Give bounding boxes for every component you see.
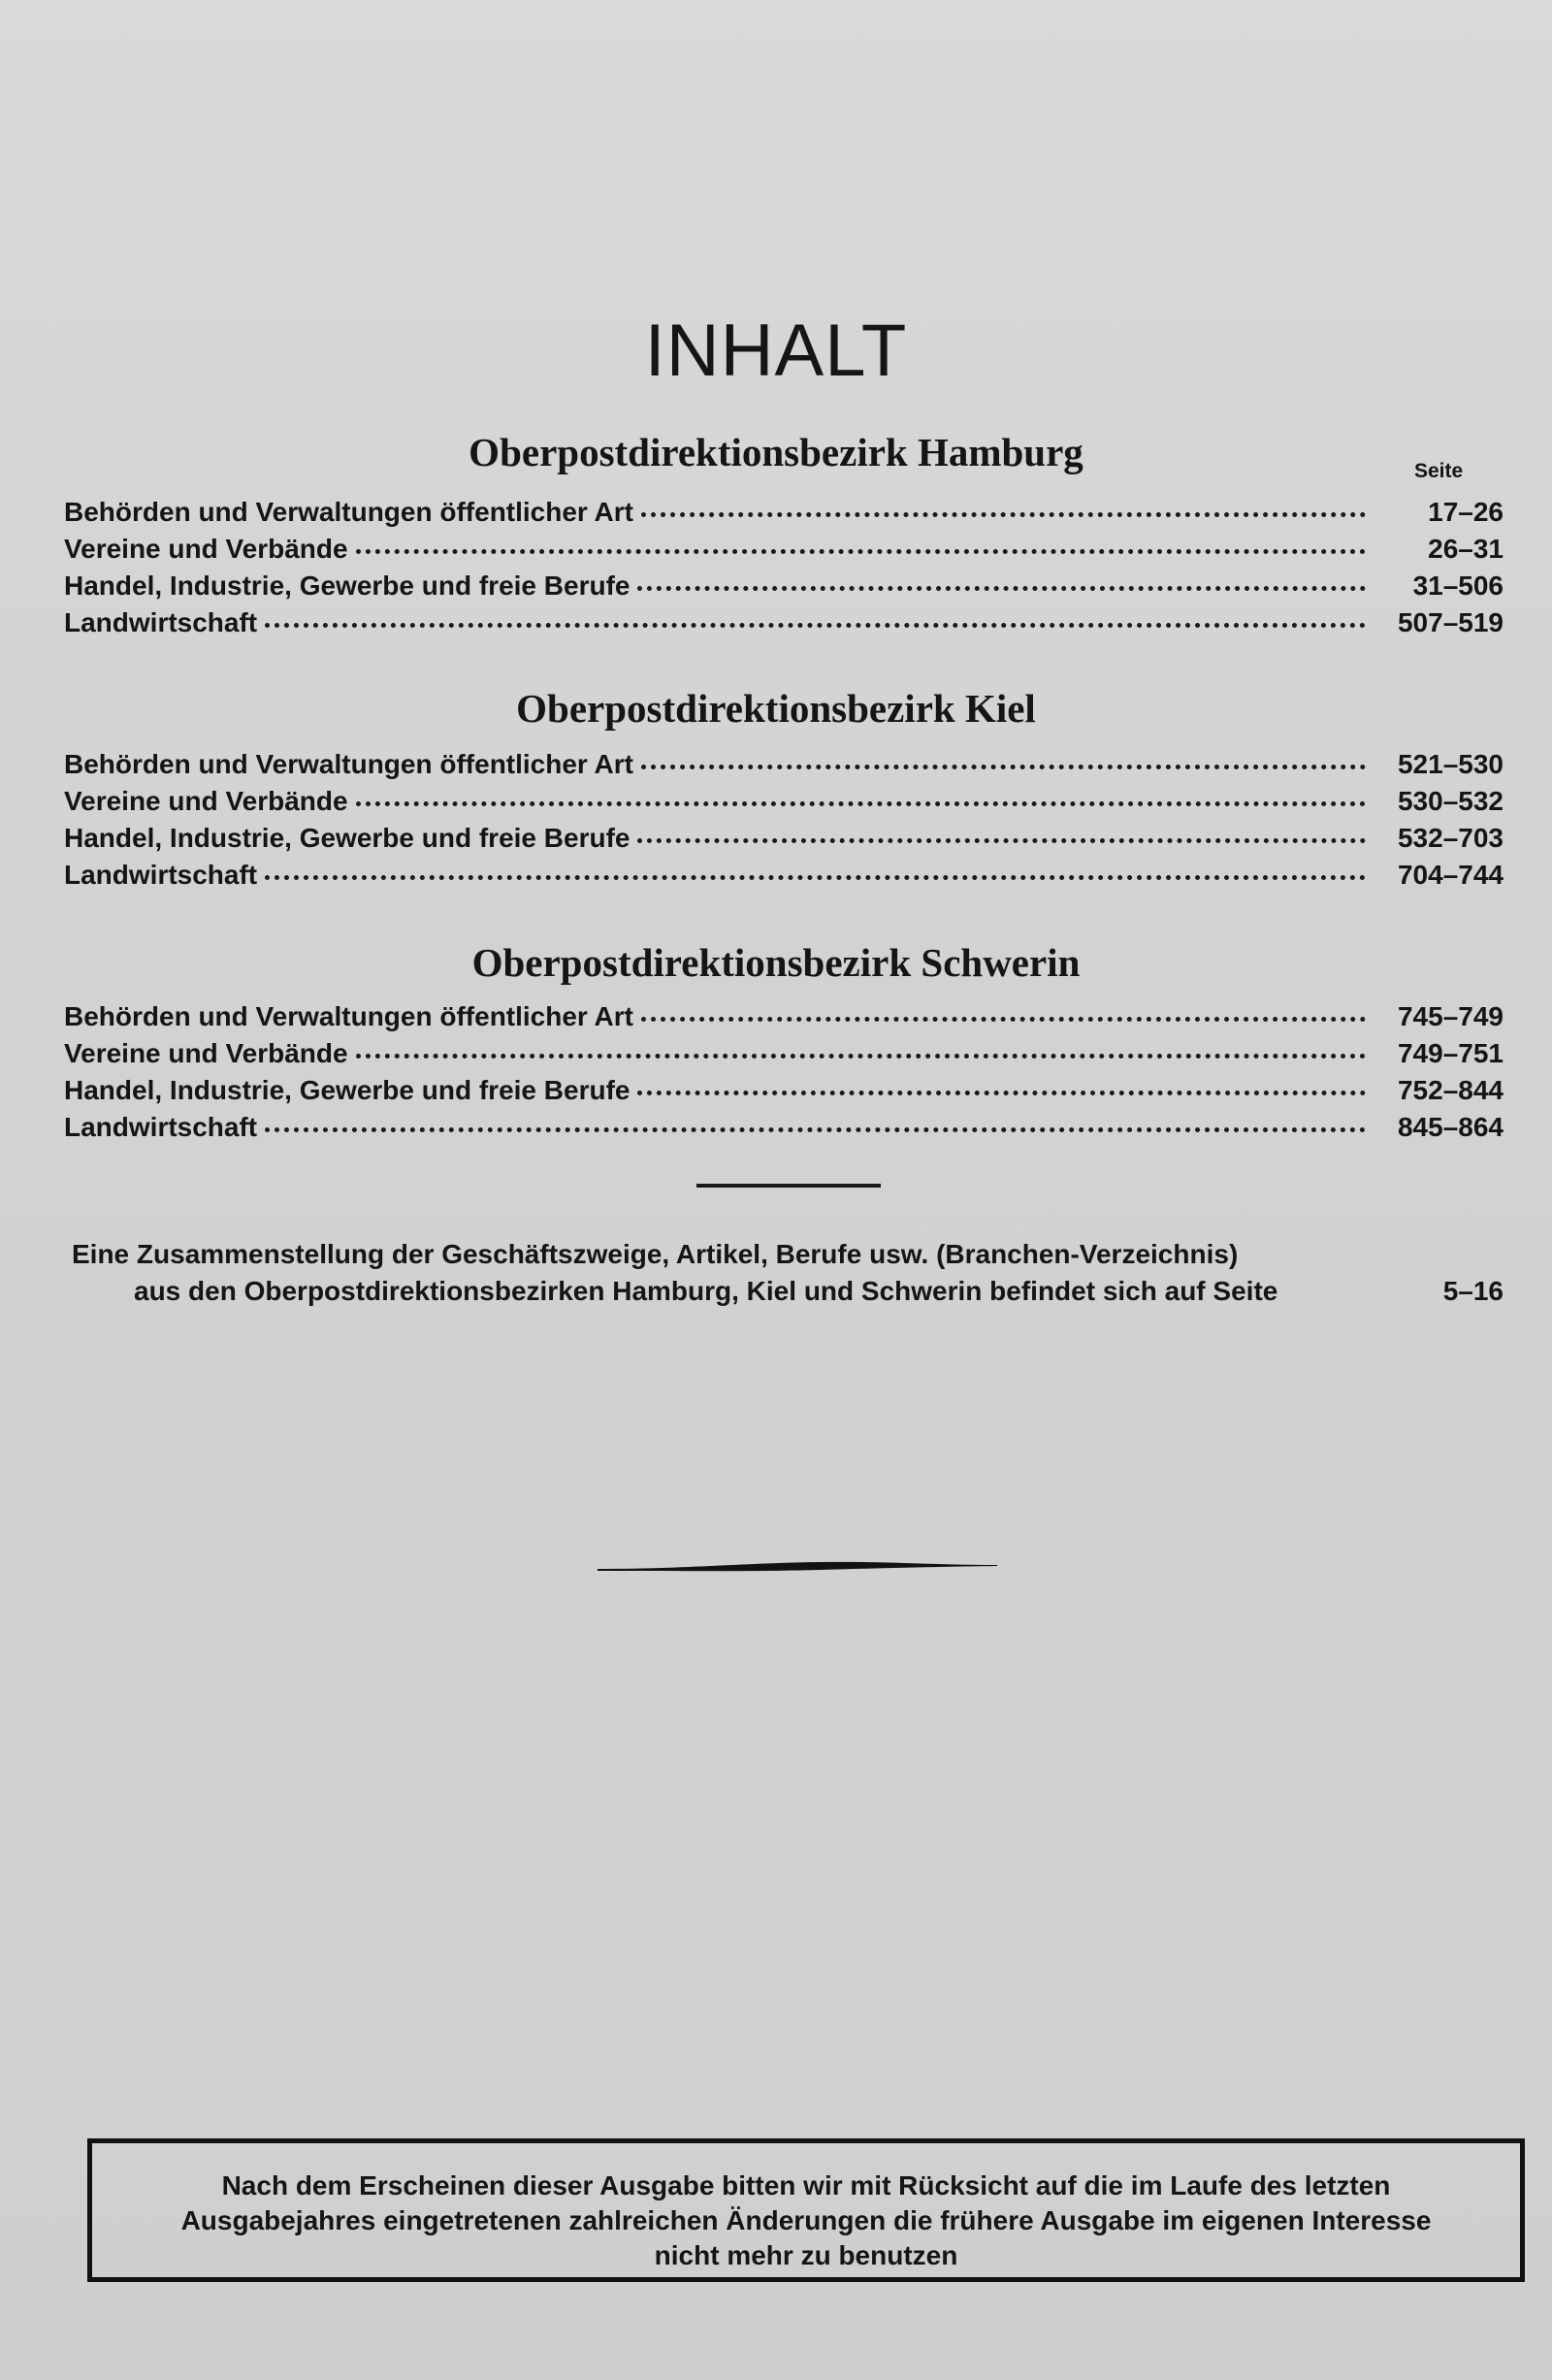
toc-entry-pages: 507–519 xyxy=(1397,607,1504,637)
toc-entry-pages: 704–744 xyxy=(1397,860,1504,890)
toc-entry-label: Vereine und Verbände xyxy=(64,1038,348,1068)
section-heading-schwerin: Oberpostdirektionsbezirk Schwerin xyxy=(471,940,1081,985)
dot-leader xyxy=(641,512,1366,517)
dot-leader xyxy=(356,1054,1366,1059)
toc-entry-label: Behörden und Verwaltungen öffentlicher Art xyxy=(64,749,634,779)
dot-leader xyxy=(637,586,1366,591)
dot-leader xyxy=(265,875,1366,880)
toc-entry-pages: 521–530 xyxy=(1397,749,1504,779)
notice-line-3: nicht mehr zu benutzen xyxy=(654,2240,958,2270)
dot-leader xyxy=(637,1091,1366,1095)
toc-entry-pages: 749–751 xyxy=(1397,1038,1504,1068)
toc-entry-pages: 17–26 xyxy=(1428,497,1504,527)
toc-list-kiel xyxy=(64,749,1504,897)
dot-leader xyxy=(641,765,1366,769)
toc-entry xyxy=(64,1075,1504,1112)
toc-entry xyxy=(64,571,1504,607)
toc-entry xyxy=(64,1001,1504,1038)
dot-leader xyxy=(356,549,1366,554)
dot-leader xyxy=(356,801,1366,806)
branchen-line-2-row xyxy=(72,1276,1504,1313)
toc-entry xyxy=(64,786,1504,823)
toc-entry-pages: 31–506 xyxy=(1412,571,1504,601)
toc-list-hamburg xyxy=(64,497,1504,644)
toc-list-schwerin xyxy=(64,1001,1504,1149)
notice-box xyxy=(87,2138,1525,2282)
dot-leader xyxy=(637,838,1366,843)
branchen-line-1: Eine Zusammenstellung der Geschäftszweige, Artikel, Berufe usw. (Branchen-Verzeichnis) xyxy=(72,1239,1239,1269)
section-heading-kiel: Oberpostdirektionsbezirk Kiel xyxy=(516,686,1036,731)
branchen-reference xyxy=(72,1239,1504,1313)
toc-entry xyxy=(64,749,1504,786)
toc-entry-pages: 26–31 xyxy=(1428,534,1504,564)
toc-entry-label: Behörden und Verwaltungen öffentlicher Art xyxy=(64,1001,634,1031)
toc-entry xyxy=(64,1038,1504,1075)
toc-entry-label: Landwirtschaft xyxy=(64,860,258,890)
toc-entry-label: Landwirtschaft xyxy=(64,1112,258,1142)
seite-column-label: Seite xyxy=(1414,460,1464,482)
toc-entry xyxy=(64,497,1504,534)
dot-leader xyxy=(641,1017,1366,1022)
toc-entry xyxy=(64,1112,1504,1149)
page-title: INHALT xyxy=(644,310,908,392)
toc-entry-pages: 530–532 xyxy=(1397,786,1504,816)
dot-leader xyxy=(265,623,1366,628)
section-divider xyxy=(696,1184,881,1188)
ornamental-rule xyxy=(598,1560,997,1574)
toc-entry-pages: 532–703 xyxy=(1397,823,1504,853)
toc-entry xyxy=(64,823,1504,860)
toc-entry xyxy=(64,534,1504,571)
toc-entry-label: Vereine und Verbände xyxy=(64,786,348,816)
toc-entry-label: Vereine und Verbände xyxy=(64,534,348,564)
notice-line-2: Ausgabejahres eingetretenen zahlreichen Änderungen die frühere Ausgabe im eigenen Interesse xyxy=(180,2205,1432,2235)
toc-entry-pages: 752–844 xyxy=(1397,1075,1504,1105)
toc-entry-pages: 745–749 xyxy=(1397,1001,1504,1031)
toc-entry-label: Handel, Industrie, Gewerbe und freie Berufe xyxy=(64,571,630,601)
toc-entry-pages: 845–864 xyxy=(1397,1112,1504,1142)
toc-entry-label: Behörden und Verwaltungen öffentlicher Art xyxy=(64,497,634,527)
branchen-pages: 5–16 xyxy=(1442,1276,1504,1306)
branchen-line-2: aus den Oberpostdirektionsbezirken Hamburg, Kiel und Schwerin befindet sich auf Seite xyxy=(134,1276,1278,1306)
toc-entry xyxy=(64,860,1504,897)
dot-leader xyxy=(265,1127,1366,1132)
toc-entry-label: Handel, Industrie, Gewerbe und freie Berufe xyxy=(64,1075,630,1105)
section-heading-hamburg: Oberpostdirektionsbezirk Hamburg xyxy=(469,430,1083,474)
toc-entry xyxy=(64,607,1504,644)
notice-line-1: Nach dem Erscheinen dieser Ausgabe bitten wir mit Rücksicht auf die im Laufe des letzten xyxy=(221,2170,1391,2201)
toc-entry-label: Landwirtschaft xyxy=(64,607,258,637)
toc-entry-label: Handel, Industrie, Gewerbe und freie Berufe xyxy=(64,823,630,853)
